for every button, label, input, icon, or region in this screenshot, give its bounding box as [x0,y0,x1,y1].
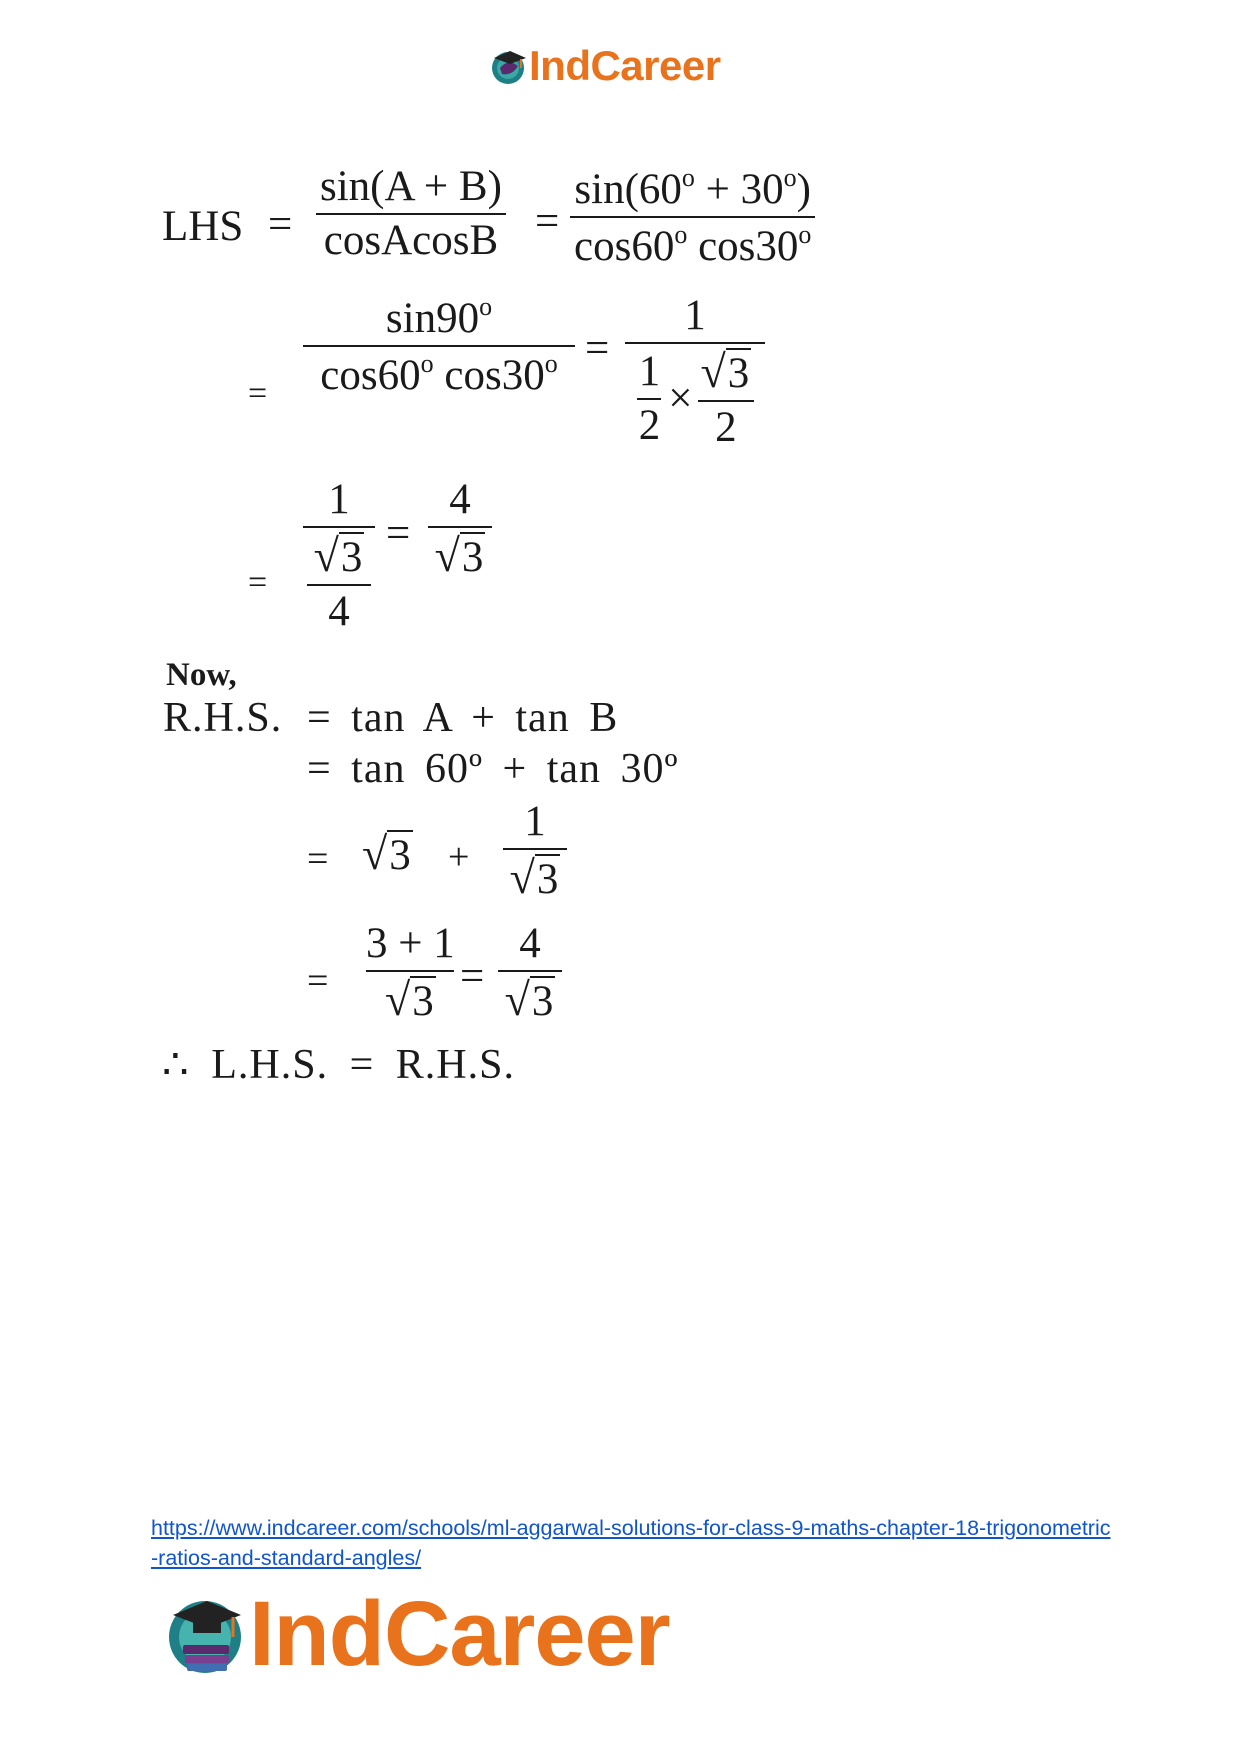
root3-term: √ 3 [362,828,411,879]
fraction-one-over-root3 [503,800,567,901]
fraction-3-plus-1-over-root3 [362,922,459,1023]
times-sign: × [668,375,693,422]
source-link[interactable]: https://www.indcareer.com/schools/ml-aggarwal-solutions-for-class-9-maths-chapter-18-trigonometric-ratios-and-standard-angles/ [151,1516,1111,1570]
equals-sign: = [248,564,268,601]
equals-sign: = [307,838,329,880]
fraction-sin-60-plus-30 [570,165,815,268]
rhs-step-2: = tan 60º + tan 30º [307,746,679,792]
now-label: Now, [166,657,237,693]
fraction-bar [570,216,815,218]
equals-sign: = [460,953,485,1000]
equals-sign: = [585,325,610,372]
numerator: sin90$^o$ [385,292,493,342]
fraction-bar [307,584,371,586]
equals-sign: = [386,510,411,557]
fraction-one-half: $\frac{1}{2}$ [638,348,661,449]
fraction-bar [303,345,575,347]
numerator: 1 [684,292,706,339]
equals-sign: = [535,198,560,245]
fraction-bar [503,848,567,850]
fraction-bar [366,970,454,972]
denominator: √ 3 [313,530,363,581]
denominator: √ 3 [504,974,554,1025]
numerator: sin(A + B) [320,163,502,210]
equals-sign: = [268,201,293,248]
fraction-sin-90 [303,294,575,397]
fraction-bar [303,526,375,528]
numerator: 3 + 1 [366,920,455,967]
denominator: √ 3 [434,530,484,581]
footer-logo[interactable] [163,1582,670,1687]
plus-sign: + [448,836,470,878]
fraction-bar [625,342,765,344]
denominator: √ 3 [509,852,559,903]
numerator: 1 [328,476,350,523]
conclusion: ∴ L.H.S. = R.H.S. [162,1042,515,1088]
fraction-4-over-root3-rhs [498,922,562,1023]
fraction-bar [428,526,492,528]
fraction-sin-a-plus-b [316,165,506,262]
fraction-one-over-root3-over-4 [303,478,375,633]
rhs-label: R.H.S. [163,695,283,741]
numerator: 1 [524,798,546,845]
numerator: 4 [449,476,471,523]
lhs-label: LHS [162,203,244,250]
denominator: cos60$^o$ cos30$^o$ [320,349,558,399]
fraction-4-over-root3 [428,478,492,579]
denominator: √ 3 [385,974,434,1025]
numerator: 4 [519,920,541,967]
numerator: $\sin(60^o + 30^o)$ [574,163,811,213]
equals-sign: = [307,960,329,1002]
logo-wordmark: IndCareer [529,42,721,89]
denominator: 4 [328,588,350,635]
graduation-cap-books-icon [163,1593,247,1677]
denominator: cos60$^o$ cos30$^o$ [574,220,812,270]
rhs-step-1: = tan A + tan B [307,695,619,741]
denominator [631,348,760,449]
fraction-root3-over-2: √ 3 2 [697,348,756,449]
fraction-bar [498,970,562,972]
fraction-bar [316,213,506,215]
equals-sign: = [248,375,268,412]
logo-wordmark: IndCareer [249,1583,670,1685]
denominator: cosAcosB [323,217,499,264]
fraction-one-over-product [625,294,765,449]
